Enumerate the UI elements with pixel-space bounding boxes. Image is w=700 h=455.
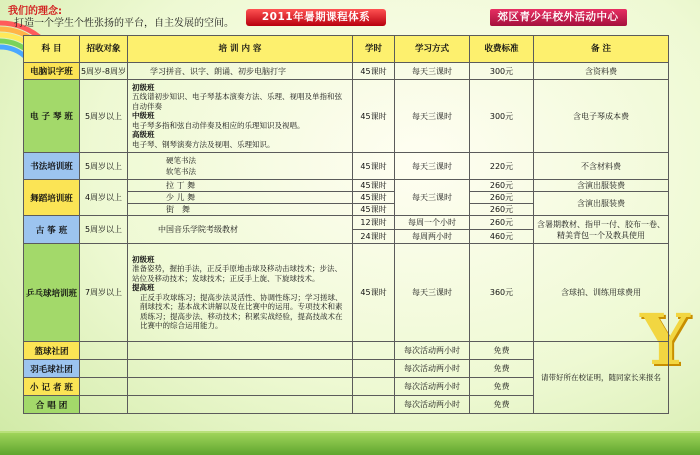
note-dance-2: 含演出服装费 <box>534 192 669 216</box>
hours-dance-kids: 45课时 <box>353 192 395 204</box>
note-computer: 含资料费 <box>534 63 669 80</box>
content-pingpong <box>128 244 353 342</box>
subject-reporter: 小 记 者 班 <box>24 378 80 396</box>
org-name: 郊区青少年校外活动中心 <box>490 9 627 26</box>
table-row-computer <box>24 63 669 80</box>
target-calligraphy: 5周岁以上 <box>80 153 128 180</box>
empty-cell <box>80 360 128 378</box>
fee-piano: 300元 <box>470 80 534 153</box>
empty-cell <box>128 360 353 378</box>
target-pingpong: 7周岁以上 <box>80 244 128 342</box>
method-basketball: 每次活动两小时 <box>395 342 470 360</box>
fee-dance-street: 260元 <box>470 204 534 216</box>
piano-level2-title: 中级班 <box>132 111 155 121</box>
hours-piano: 45课时 <box>353 80 395 153</box>
subject-piano: 电 子 琴 班 <box>24 80 80 153</box>
table-row-pingpong <box>24 244 669 342</box>
dance-item-latin: 拉 丁 舞 <box>128 180 353 192</box>
subject-calligraphy: 书法培训班 <box>24 153 80 180</box>
empty-cell <box>80 396 128 414</box>
fee-dance-kids: 260元 <box>470 192 534 204</box>
empty-cell <box>128 378 353 396</box>
empty-cell <box>128 396 353 414</box>
target-computer: 5周岁-8周岁 <box>80 63 128 80</box>
table-row-basketball <box>24 342 669 360</box>
note-clubs: 请带好所在校证明，随同家长来报名 <box>534 342 669 414</box>
letter-y-decoration: Y <box>640 298 690 381</box>
note-zither: 含暑期教材、指甲一付、胶布一卷、精美背包一个及教具使用 <box>534 216 669 244</box>
subject-pingpong: 乒乓球培训班 <box>24 244 80 342</box>
method-pingpong: 每天三课时 <box>395 244 470 342</box>
method-calligraphy: 每天三课时 <box>395 153 470 180</box>
empty-cell <box>128 342 353 360</box>
pingpong-level1-title: 初级班 <box>132 254 155 264</box>
subject-zither: 古 筝 班 <box>24 216 80 244</box>
method-dance: 每天三课时 <box>395 180 470 216</box>
subject-badminton: 羽毛球社团 <box>24 360 80 378</box>
empty-cell <box>353 396 395 414</box>
dance-item-kids: 少 儿 舞 <box>128 192 353 204</box>
note-calligraphy: 不含材料费 <box>534 153 669 180</box>
content-computer: 学习拼音、识字、朗诵、初步电脑打字 <box>128 63 353 80</box>
calligraphy-item-hard: 硬笔书法 <box>166 156 196 165</box>
header-hours: 学时 <box>353 36 395 63</box>
title-banner: 2011年暑期课程体系 <box>246 9 386 26</box>
hours-calligraphy: 45课时 <box>353 153 395 180</box>
fee-calligraphy: 220元 <box>470 153 534 180</box>
grass-decoration <box>0 431 700 455</box>
empty-cell <box>80 378 128 396</box>
header-content: 培 训 内 容 <box>128 36 353 63</box>
hours-pingpong: 45课时 <box>353 244 395 342</box>
target-dance: 4周岁以上 <box>80 180 128 216</box>
fee-reporter: 免费 <box>470 378 534 396</box>
method-piano: 每天三课时 <box>395 80 470 153</box>
header-target: 招收对象 <box>80 36 128 63</box>
pingpong-level2-text: 正反手攻球练习；提高步法灵活性、协调性练习；学习搓球、削球技术；基本战术讲解以及在比赛中的运用。专项技术和素质练习；提高步法、移动技术；积累实战经验，提高技战术在比赛中的综合运用能力。 <box>140 292 343 330</box>
course-table <box>23 35 669 414</box>
motto-title: 我们的理念: <box>8 6 62 17</box>
subject-basketball: 篮球社团 <box>24 342 80 360</box>
note-dance-1: 含演出服装费 <box>534 180 669 192</box>
fee-pingpong: 360元 <box>470 244 534 342</box>
table-row-calligraphy <box>24 153 669 180</box>
calligraphy-item-soft: 软笔书法 <box>166 167 196 176</box>
subject-choir: 合 唱 团 <box>24 396 80 414</box>
fee-dance-latin: 260元 <box>470 180 534 192</box>
empty-cell <box>353 360 395 378</box>
hours-zither-12: 12课时 <box>353 216 395 230</box>
target-piano: 5周岁以上 <box>80 80 128 153</box>
piano-level1-title: 初级班 <box>132 82 155 92</box>
dance-item-street: 街 舞 <box>128 204 353 216</box>
fee-computer: 300元 <box>470 63 534 80</box>
hours-computer: 45课时 <box>353 63 395 80</box>
empty-cell <box>80 342 128 360</box>
method-badminton: 每次活动两小时 <box>395 360 470 378</box>
table-row-piano <box>24 80 669 153</box>
method-choir: 每次活动两小时 <box>395 396 470 414</box>
piano-level2-text: 电子琴多指和弦自动伴奏及相应的乐理知识及视唱。 <box>132 120 305 130</box>
org-banner <box>483 9 633 26</box>
pingpong-level2-title: 提高班 <box>132 283 155 292</box>
content-zither: 中国音乐学院考级教材 <box>128 216 353 244</box>
subject-computer: 电脑识字班 <box>24 63 80 80</box>
method-zither-24: 每周两小时 <box>395 230 470 244</box>
pingpong-level1-text: 准备姿势，握拍手法，正反手原地击球及移动击球技术；步法、站位及移动技术；发球技术；正反手上旋、下旋球技术。 <box>132 264 342 283</box>
table-row-zither-12 <box>24 216 669 230</box>
fee-choir: 免费 <box>470 396 534 414</box>
table-header-row <box>24 36 669 63</box>
method-computer: 每天三课时 <box>395 63 470 80</box>
method-reporter: 每次活动两小时 <box>395 378 470 396</box>
table-row-dance-latin <box>24 180 669 192</box>
header-fee: 收费标准 <box>470 36 534 63</box>
hours-dance-street: 45课时 <box>353 204 395 216</box>
note-piano: 含电子琴成本费 <box>534 80 669 153</box>
content-piano <box>128 80 353 153</box>
motto-text: 打造一个学生个性张扬的平台，自主发展的空间。 <box>14 18 234 29</box>
header-method: 学习方式 <box>395 36 470 63</box>
fee-basketball: 免费 <box>470 342 534 360</box>
hours-dance-latin: 45课时 <box>353 180 395 192</box>
hours-zither-24: 24课时 <box>353 230 395 244</box>
fee-zither-24: 460元 <box>470 230 534 244</box>
piano-level3-title: 高级班 <box>132 130 155 140</box>
note-pingpong: 含球拍、训练用球费用 <box>534 244 669 342</box>
target-zither: 5周岁以上 <box>80 216 128 244</box>
content-calligraphy <box>128 153 353 180</box>
empty-cell <box>353 342 395 360</box>
fee-zither-12: 260元 <box>470 216 534 230</box>
subject-dance: 舞蹈培训班 <box>24 180 80 216</box>
header-note: 备 注 <box>534 36 669 63</box>
method-zither-12: 每周一个小时 <box>395 216 470 230</box>
header-subject: 科 目 <box>24 36 80 63</box>
fee-badminton: 免费 <box>470 360 534 378</box>
empty-cell <box>353 378 395 396</box>
piano-level1-text: 五线谱初步知识、电子琴基本演奏方法、乐理、视唱及单指和弦自动伴奏 <box>132 92 342 111</box>
piano-level3-text: 电子琴、钢琴演奏方法及视唱、乐理知识。 <box>132 139 275 149</box>
